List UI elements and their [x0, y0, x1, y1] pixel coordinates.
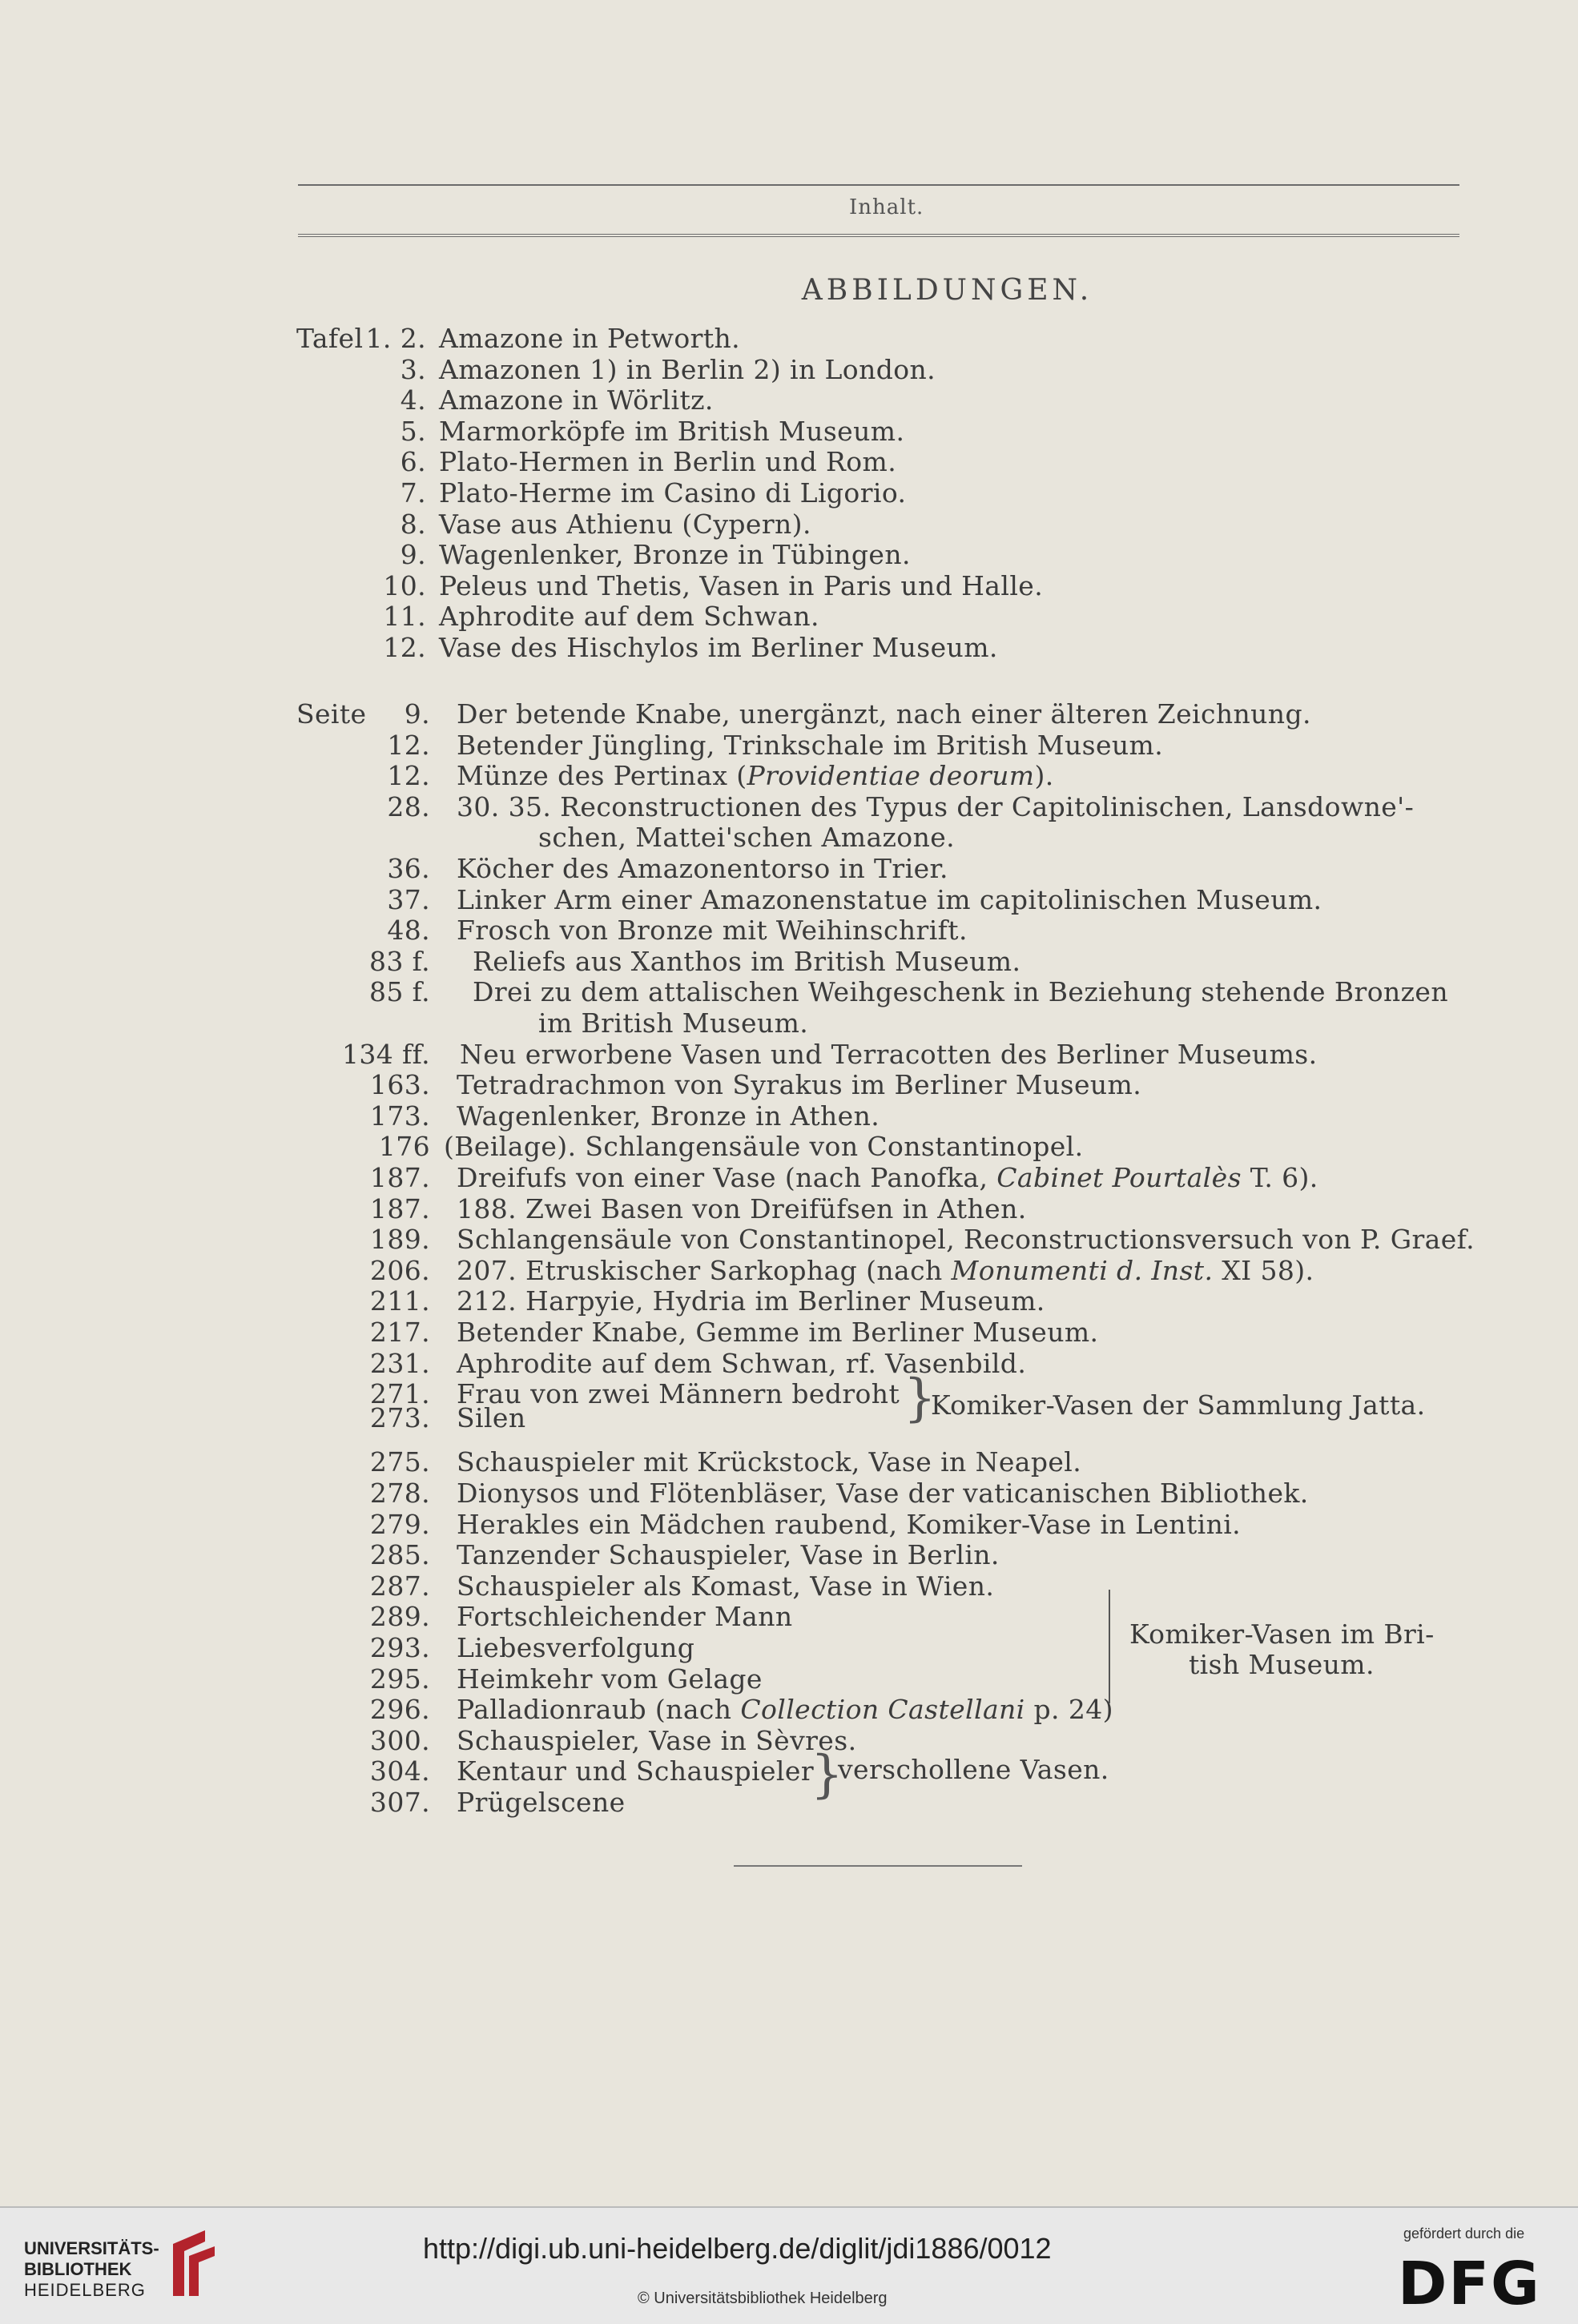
top-rule [298, 184, 1459, 186]
entry-text: XI 58). [1213, 1254, 1314, 1286]
entry-text: p. 24) [1024, 1694, 1113, 1726]
group-verschollen: verschollene Vasen. [838, 1754, 1109, 1785]
tafel-entry: Aphrodite auf dem Schwan. [439, 601, 819, 633]
tafel-entry: Amazonen 1) in Berlin 2) in London. [439, 353, 936, 385]
tafel-number: 1. 2. [365, 323, 426, 354]
end-rule [734, 1865, 1022, 1867]
tafel-number: 11. [383, 601, 426, 633]
entry-text: ). [1034, 760, 1054, 792]
group-british-line1: Komiker-Vasen im Bri- [1129, 1618, 1435, 1650]
section-heading: ABBILDUNGEN. [801, 274, 1093, 307]
seite-entry: Schauspieler, Vase in Sèvres. [457, 1724, 857, 1756]
seite-entry: Neu erworbene Vasen und Terracotten des Berliner Museums. [460, 1038, 1318, 1070]
library-logo-text [24, 2238, 159, 2301]
seite-entry: Liebesverfolgung [457, 1632, 695, 1663]
seite-entry: schen, Mattei'schen Amazone. [538, 822, 956, 854]
seite-entry: Fortschleichender Mann [457, 1601, 793, 1633]
seite-number: 163. [369, 1069, 430, 1101]
entry-text: Münze des Pertinax ( [457, 760, 747, 792]
entry-italic-title: Cabinet Pourtalès [996, 1162, 1242, 1193]
seite-number: 279. [369, 1508, 430, 1540]
seite-number: 187. [369, 1192, 430, 1224]
seite-entry: Köcher des Amazonentorso in Trier. [457, 853, 948, 884]
seite-number: 231. [369, 1347, 430, 1379]
seite-number: 173. [369, 1100, 430, 1132]
brace-jatta: } [904, 1369, 936, 1428]
seite-entry: Schauspieler mit Krückstock, Vase in Neapel. [457, 1446, 1082, 1478]
seite-entry: Betender Knabe, Gemme im Berliner Museum. [457, 1317, 1099, 1348]
seite-number: 12. [387, 729, 430, 761]
entry-italic-title: Collection Castellani [740, 1694, 1025, 1726]
seite-entry: Herakles ein Mädchen raubend, Komiker-Vase in Lentini. [457, 1508, 1242, 1540]
library-name-line3: HEIDELBERG [24, 2280, 146, 2300]
tafel-label: Tafel [296, 323, 364, 354]
brace-verschollen: } [811, 1745, 843, 1804]
group-british-line2: tish Museum. [1189, 1649, 1375, 1680]
seite-number: 206. [369, 1254, 430, 1286]
seite-entry: 212. Harpyie, Hydria im Berliner Museum. [457, 1285, 1045, 1317]
seite-entry: im British Museum. [538, 1007, 809, 1039]
seite-number: 295. [369, 1663, 430, 1695]
seite-number: 211. [369, 1285, 430, 1317]
seite-number: 287. [369, 1570, 430, 1602]
seite-number: 307. [369, 1787, 430, 1818]
seite-entry: Schauspieler als Komast, Vase in Wien. [457, 1570, 995, 1602]
seite-number: 28. [387, 790, 430, 822]
entry-text: Palladionraub (nach [457, 1694, 741, 1726]
seite-entry: Linker Arm einer Amazonenstatue im capitolinischen Museum. [457, 883, 1322, 915]
tafel-entry: Wagenlenker, Bronze in Tübingen. [439, 539, 911, 571]
tafel-entry: Amazone in Wörlitz. [439, 384, 714, 416]
seite-number: 48. [387, 915, 430, 947]
library-logo-icon [157, 2224, 229, 2304]
seite-entry: Tetradrachmon von Syrakus im Berliner Museum. [457, 1069, 1142, 1101]
seite-number: 273. [369, 1402, 430, 1434]
seite-entry: Prügelscene [457, 1787, 626, 1818]
seite-number: 293. [369, 1632, 430, 1663]
seite-number: 275. [369, 1446, 430, 1478]
seite-label: Seite [296, 698, 367, 730]
seite-number: 300. [369, 1724, 430, 1756]
brace-british [1109, 1590, 1110, 1703]
seite-number: 36. [387, 853, 430, 884]
seite-entry [457, 761, 1054, 791]
entry-text: T. 6). [1241, 1162, 1318, 1193]
tafel-number: 12. [383, 632, 426, 663]
seite-entry: Kentaur und Schauspieler [457, 1755, 814, 1787]
seite-entry: Drei zu dem attalischen Weihgeschenk in Beziehung stehende Bronzen [473, 976, 1448, 1008]
seite-entry: Dionysos und Flötenbläser, Vase der vaticanischen Bibliothek. [457, 1478, 1309, 1509]
seite-entry: Tanzender Schauspieler, Vase in Berlin. [457, 1539, 1000, 1571]
seite-entry: Betender Jüngling, Trinkschale im British Museum. [457, 729, 1164, 761]
library-footer [0, 2206, 1578, 2324]
seite-entry: Aphrodite auf dem Schwan, rf. Vasenbild. [457, 1347, 1027, 1379]
seite-entry: Silen [457, 1402, 526, 1434]
tafel-number: 10. [383, 569, 426, 601]
tafel-entry: Vase des Hischylos im Berliner Museum. [439, 632, 998, 663]
entry-italic-title: Monumenti d. Inst. [951, 1254, 1214, 1286]
tafel-number: 5. [400, 415, 426, 447]
header-double-rule [298, 234, 1459, 237]
seite-entry: Frau von zwei Männern bedroht [457, 1378, 900, 1410]
seite-entry: Heimkehr vom Gelage [457, 1663, 763, 1695]
entry-text: 207. Etruskischer Sarkophag (nach [457, 1254, 952, 1286]
seite-number: 189. [369, 1224, 430, 1256]
tafel-number: 3. [400, 353, 426, 385]
seite-number: 37. [387, 883, 430, 915]
seite-entry [457, 1256, 1314, 1286]
tafel-entry: Plato-Hermen in Berlin und Rom. [439, 446, 897, 478]
seite-number: 187. [369, 1162, 430, 1193]
copyright-notice: © Universitätsbibliothek Heidelberg [638, 2290, 888, 2307]
library-name-line1: UNIVERSITÄTS- [24, 2238, 159, 2258]
library-name-line2: BIBLIOTHEK [24, 2259, 132, 2279]
seite-entry [457, 1695, 1113, 1725]
seite-number: 85 f. [368, 976, 430, 1008]
dfg-logo: DFG [1398, 2250, 1541, 2318]
seite-number: 12. [387, 760, 430, 792]
permalink-url[interactable]: http://digi.ub.uni-heidelberg.de/diglit/jdi1886/0012 [423, 2232, 1052, 2265]
seite-number: 271. [369, 1378, 430, 1410]
seite-entry: Der betende Knabe, unergänzt, nach einer älteren Zeichnung. [457, 698, 1311, 730]
seite-number: 289. [369, 1601, 430, 1633]
seite-number: 278. [369, 1478, 430, 1509]
seite-entry: 30. 35. Reconstructionen des Typus der Capitolinischen, Lansdowne'- [457, 790, 1415, 822]
seite-number: 9. [404, 698, 430, 730]
group-jatta: Komiker-Vasen der Sammlung Jatta. [931, 1389, 1426, 1421]
tafel-number: 8. [400, 508, 426, 540]
seite-entry: 188. Zwei Basen von Dreifüfsen in Athen. [457, 1192, 1027, 1224]
tafel-entry: Plato-Herme im Casino di Ligorio. [439, 477, 907, 509]
seite-number: 296. [369, 1694, 430, 1726]
seite-entry: Reliefs aus Xanthos im British Museum. [473, 945, 1021, 977]
seite-entry [457, 1163, 1318, 1193]
entry-italic-title: Providentiae deorum [747, 760, 1035, 792]
tafel-entry: Vase aus Athienu (Cypern). [439, 508, 811, 540]
seite-entry: (Beilage). Schlangensäule von Constantinopel. [444, 1131, 1084, 1163]
seite-number: 285. [369, 1539, 430, 1571]
tafel-number: 7. [400, 477, 426, 509]
tafel-number: 6. [400, 446, 426, 478]
funding-note: gefördert durch die [1403, 2225, 1525, 2242]
running-title: Inhalt. [849, 195, 924, 219]
entry-text: Dreifufs von einer Vase (nach Panofka, [457, 1162, 997, 1193]
tafel-number: 9. [400, 539, 426, 571]
tafel-entry: Amazone in Petworth. [439, 323, 741, 354]
tafel-number: 4. [400, 384, 426, 416]
tafel-entry: Marmorköpfe im British Museum. [439, 415, 905, 447]
seite-number: 134 ff. [341, 1038, 430, 1070]
tafel-entry: Peleus und Thetis, Vasen in Paris und Halle. [439, 569, 1044, 601]
seite-number: 176 [378, 1131, 430, 1163]
seite-entry: Frosch von Bronze mit Weihinschrift. [457, 915, 968, 947]
seite-entry: Schlangensäule von Constantinopel, Reconstructionsversuch von P. Graef. [457, 1224, 1475, 1256]
seite-number: 83 f. [368, 945, 430, 977]
seite-number: 217. [369, 1317, 430, 1348]
seite-number: 304. [369, 1755, 430, 1787]
seite-entry: Wagenlenker, Bronze in Athen. [457, 1100, 880, 1132]
